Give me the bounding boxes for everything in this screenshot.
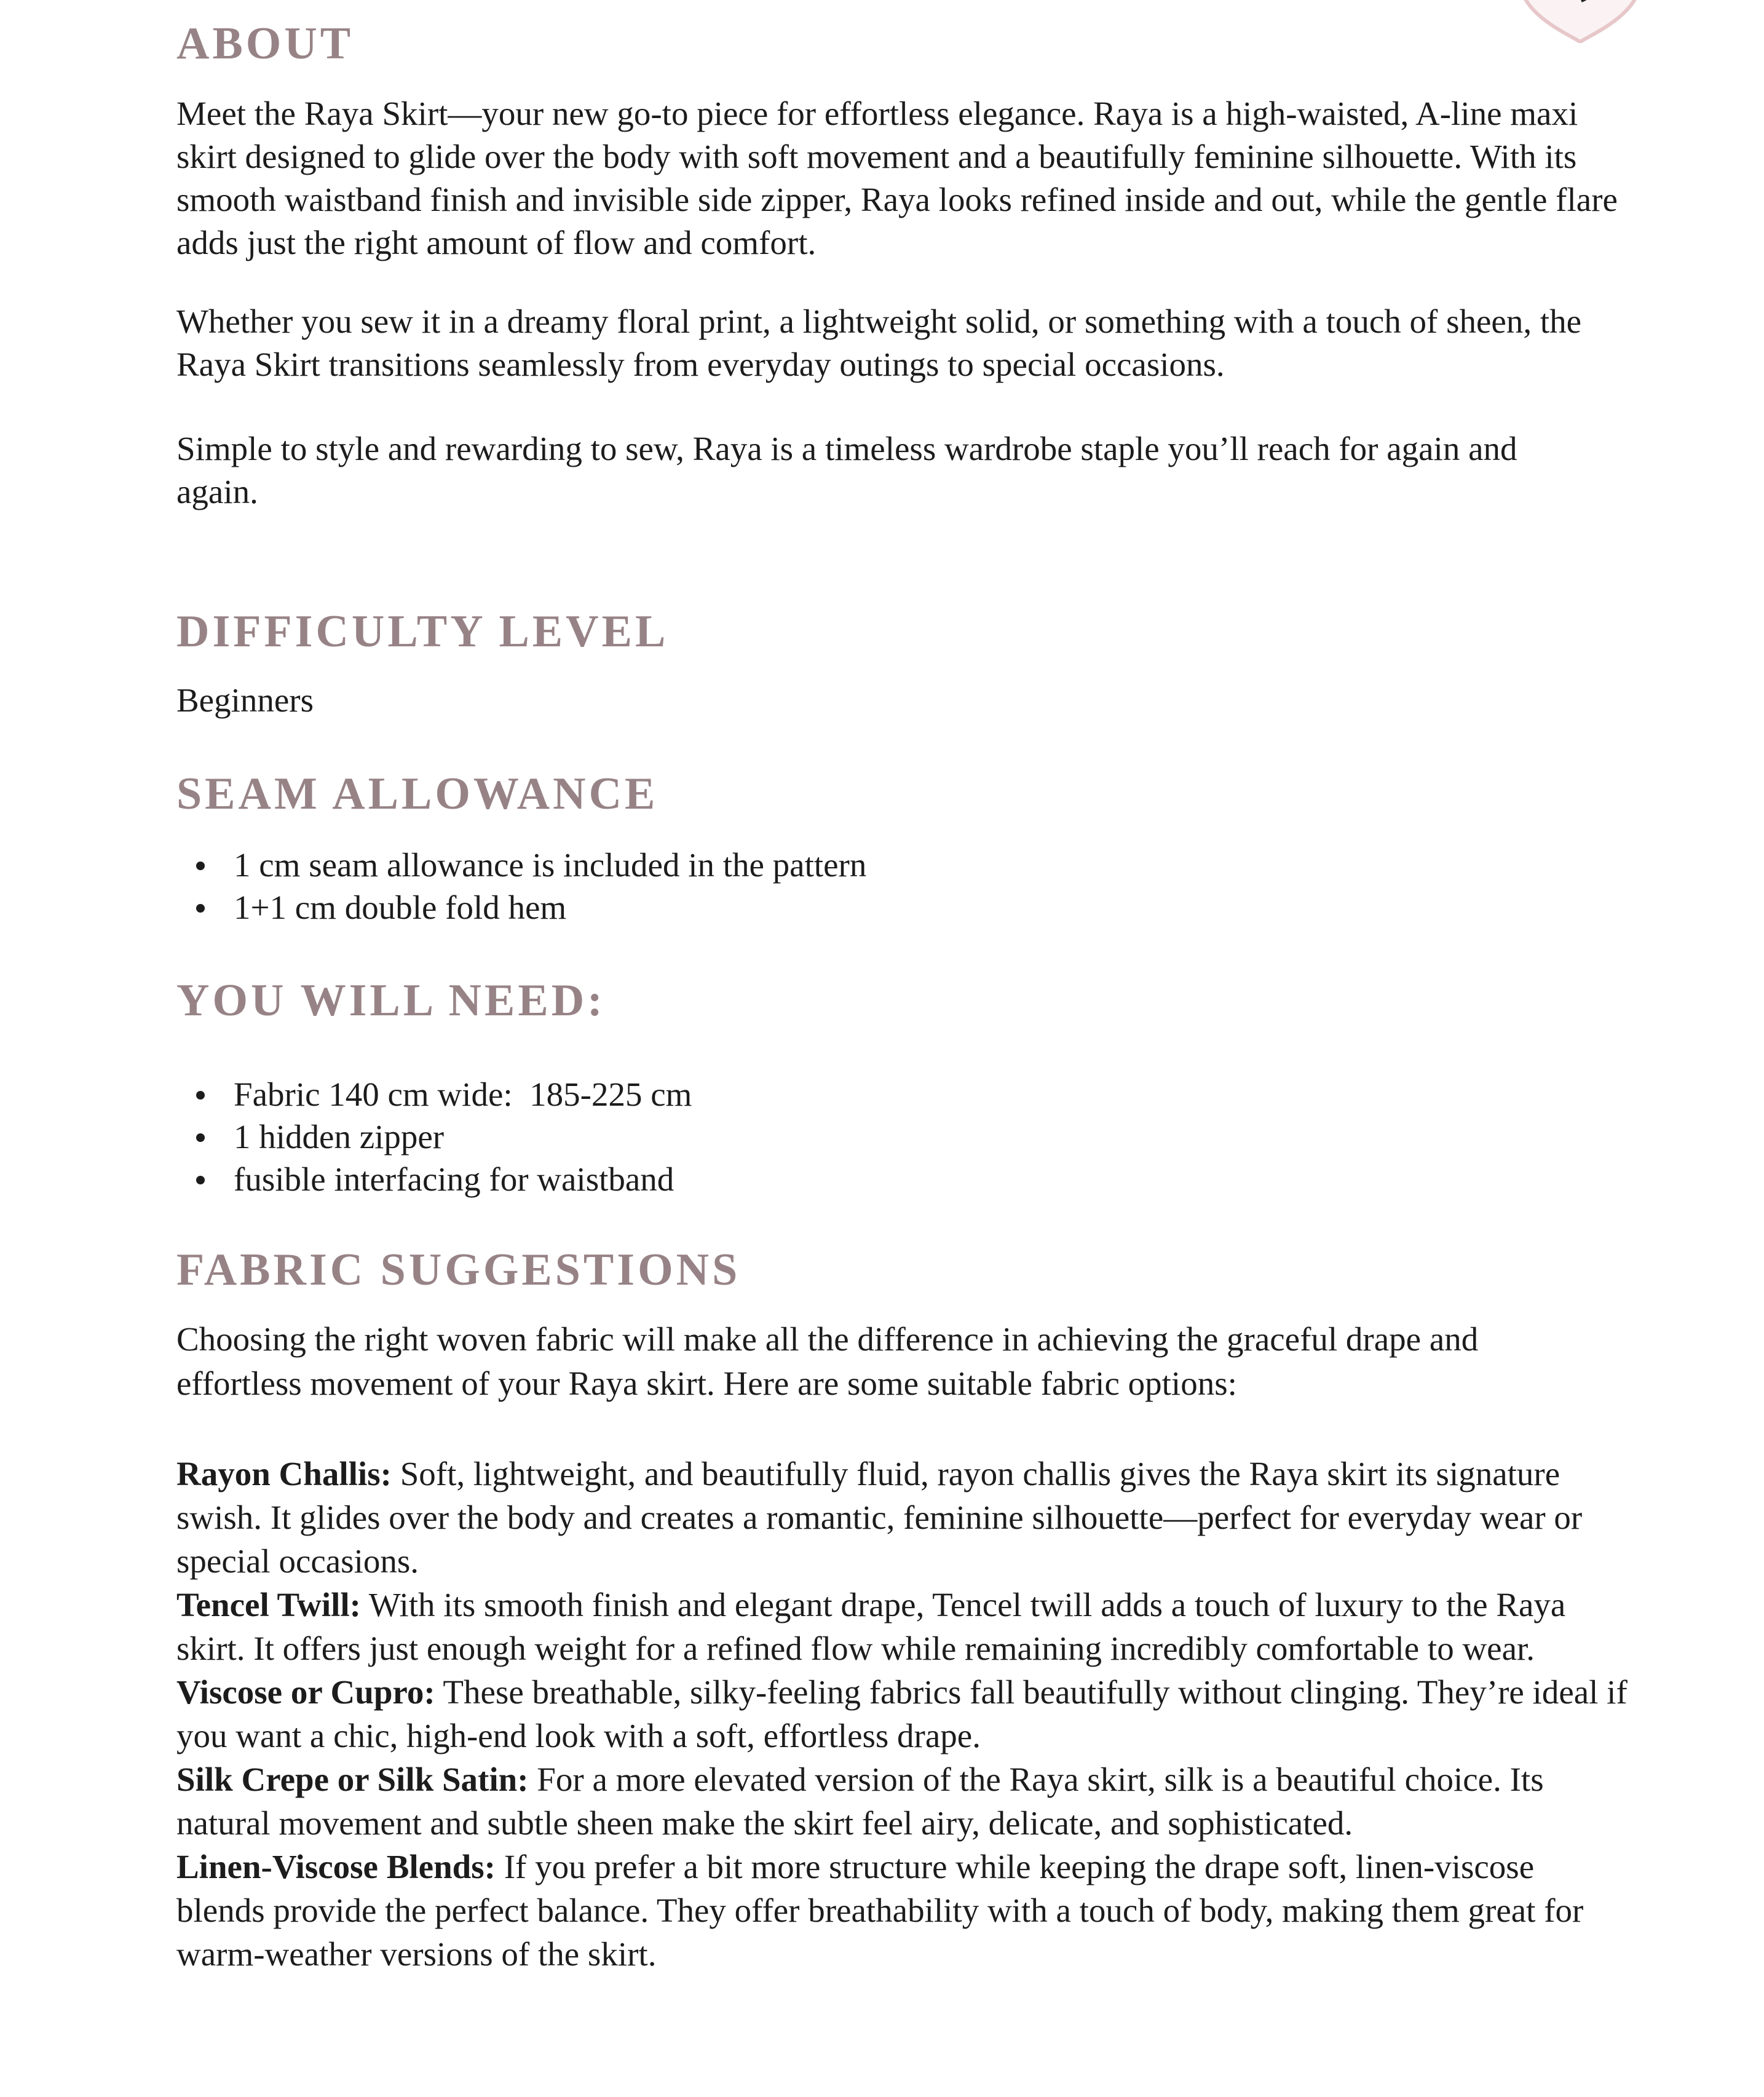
- fabric-option-name: Viscose or Cupro:: [176, 1673, 435, 1711]
- about-paragraph-3: Simple to style and rewarding to sew, Raya is a timeless wardrobe staple you’ll reach for again and again.: [176, 430, 1517, 510]
- bullet-icon: [196, 1133, 205, 1142]
- difficulty-heading: DIFFICULTY LEVEL: [176, 606, 669, 657]
- list-item: 1+1 cm double fold hem: [176, 886, 1591, 929]
- fabric-option: [176, 1758, 1628, 1845]
- fabric-option-text: These breathable, silky-feeling fabrics fall beautifully without clinging. They’re ideal if you want a chic, high-end look with a soft, effortless drape.: [176, 1673, 1628, 1754]
- heart-ornament-icon: [1513, 0, 1648, 43]
- list-item: Fabric 140 cm wide: 185-225 cm: [176, 1073, 1591, 1116]
- fabric-option-name: Rayon Challis:: [176, 1455, 392, 1492]
- fabric-options-list: [176, 1452, 1628, 1976]
- list-item: 1 hidden zipper: [176, 1116, 1591, 1158]
- about-heading: ABOUT: [176, 18, 354, 69]
- seam-allowance-list: [176, 844, 1591, 929]
- fabric-option-name: Silk Crepe or Silk Satin:: [176, 1761, 529, 1798]
- fabric-option: [176, 1670, 1628, 1758]
- fabric-option-name: Linen-Viscose Blends:: [176, 1848, 496, 1885]
- fabric-option: [176, 1583, 1628, 1670]
- bullet-icon: [196, 862, 205, 870]
- bullet-icon: [196, 1091, 205, 1100]
- list-item: 1 cm seam allowance is included in the pattern: [176, 844, 1591, 886]
- fabric-option-text: For a more elevated version of the Raya skirt, silk is a beautiful choice. Its natural movement and subtle sheen make the skirt feel airy, delicate, and sophisticated.: [176, 1761, 1544, 1842]
- fabric-option-text: With its smooth finish and elegant drape, Tencel twill adds a touch of luxury to the Raya skirt. It offers just enough weight for a refined flow while remaining incredibly comfortable to wear.: [176, 1586, 1566, 1667]
- difficulty-value: Beginners: [176, 681, 314, 719]
- fabric-option-text: If you prefer a bit more structure while keeping the drape soft, linen-viscose blends provide the perfect balance. They offer breathability with a touch of body, making them great for warm-weather versions of the skirt.: [176, 1848, 1584, 1973]
- bullet-icon: [196, 904, 205, 913]
- fabric-suggestions-intro: Choosing the right woven fabric will make all the difference in achieving the graceful drape and effortless movement of your Raya skirt. Here are some suitable fabric options:: [176, 1320, 1479, 1402]
- bullet-icon: [196, 1176, 205, 1184]
- you-will-need-list: [176, 1073, 1591, 1200]
- fabric-option-name: Tencel Twill:: [176, 1586, 361, 1623]
- fabric-option: [176, 1452, 1628, 1583]
- about-paragraph-1: Meet the Raya Skirt—your new go-to piece for effortless elegance. Raya is a high-waisted, A-line maxi skirt designed to glide over the body with soft movement and a beautifully feminine silhouette. With its smooth waistband finish and invisible side zipper, Raya looks refined inside and out, while the gentle flare adds just the right amount of flow and comfort.: [176, 95, 1618, 261]
- fabric-suggestions-heading: FABRIC SUGGESTIONS: [176, 1245, 741, 1295]
- fabric-option-text: Soft, lightweight, and beautifully fluid, rayon challis gives the Raya skirt its signature swish. It glides over the body and creates a romantic, feminine silhouette—perfect for everyday wear or special occasions.: [176, 1455, 1583, 1580]
- list-item: fusible interfacing for waistband: [176, 1158, 1591, 1200]
- about-paragraph-2: Whether you sew it in a dreamy floral print, a lightweight solid, or something with a touch of sheen, the Raya Skirt transitions seamlessly from everyday outings to special occasions.: [176, 303, 1582, 383]
- fabric-option: [176, 1845, 1628, 1976]
- you-will-need-heading: YOU WILL NEED:: [176, 975, 606, 1026]
- seam-allowance-heading: SEAM ALLOWANCE: [176, 769, 659, 819]
